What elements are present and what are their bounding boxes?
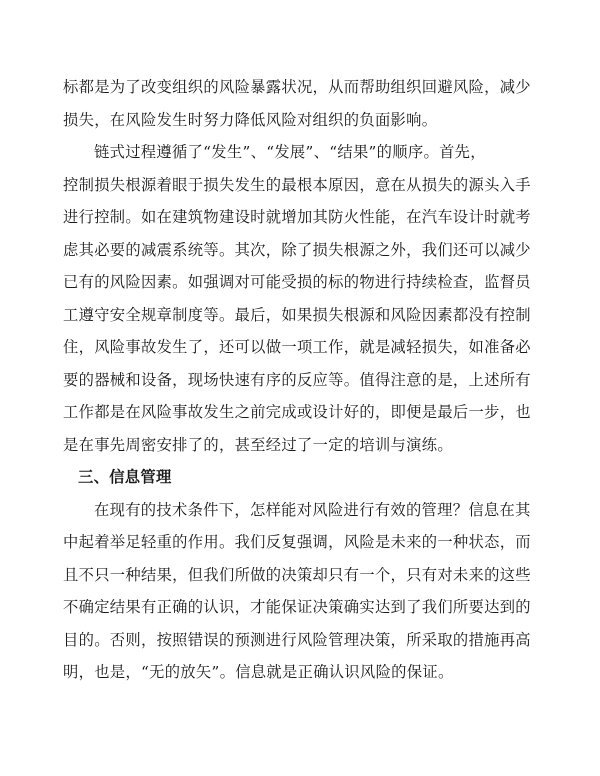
paragraph-line: 损失，在风险发生时努力降低风险对组织的负面影响。 xyxy=(63,110,438,129)
paragraph-line: 不确定结果有正确的认识，才能保证决策确实达到了我们所要达到的 xyxy=(63,598,531,616)
paragraph-line: 虑其必要的减震系统等。其次，除了损失根源之外，我们还可以减少 xyxy=(63,240,531,259)
paragraph-line: 控制损失根源着眼于损失发生的最根本原因，意在从损失的源头入手 xyxy=(63,175,531,194)
body-text xyxy=(63,71,538,689)
paragraph-line: 要的器械和设备，现场快速有序的反应等。值得注意的是，上述所有 xyxy=(63,370,531,389)
paragraph-line: 在现有的技术条件下，怎样能对风险进行有效的管理？信息在其 xyxy=(94,500,531,519)
section-heading: 三、信息管理 xyxy=(78,468,172,486)
paragraph-line: 中起着举足轻重的作用。我们反复强调，风险是未来的一种状态，而 xyxy=(63,533,531,551)
paragraph-line: 工作都是在风险事故发生之前完成或设计好的，即便是最后一步，也 xyxy=(63,403,531,421)
paragraph-line: 链式过程遵循了“发生”、“发展”、“结果”的顺序。首先， xyxy=(94,143,486,161)
paragraph-line: 是在事先周密安排了的，甚至经过了一定的培训与演练。 xyxy=(63,435,453,454)
paragraph-line: 已有的风险因素。如强调对可能受损的标的物进行持续检查，监督员 xyxy=(63,273,531,291)
paragraph-line: 住，风险事故发生了，还可以做一项工作，就是减轻损失，如准备必 xyxy=(63,338,531,356)
paragraph-line: 明，也是，“无的放矢”。信息就是正确认识风险的保证。 xyxy=(63,663,454,681)
paragraph-line: 标都是为了改变组织的风险暴露状况，从而帮助组织回避风险，减少 xyxy=(63,78,531,96)
paragraph-line: 且不只一种结果，但我们所做的决策却只有一个，只有对未来的这些 xyxy=(63,565,531,584)
paragraph-line: 进行控制。如在建筑物建设时就增加其防火性能，在汽车设计时就考 xyxy=(63,208,531,226)
paragraph-line: 工遵守安全规章制度等。最后，如果损失根源和风险因素都没有控制 xyxy=(63,305,531,324)
paragraph-line: 目的。否则，按照错误的预测进行风险管理决策，所采取的措施再高 xyxy=(63,630,531,649)
